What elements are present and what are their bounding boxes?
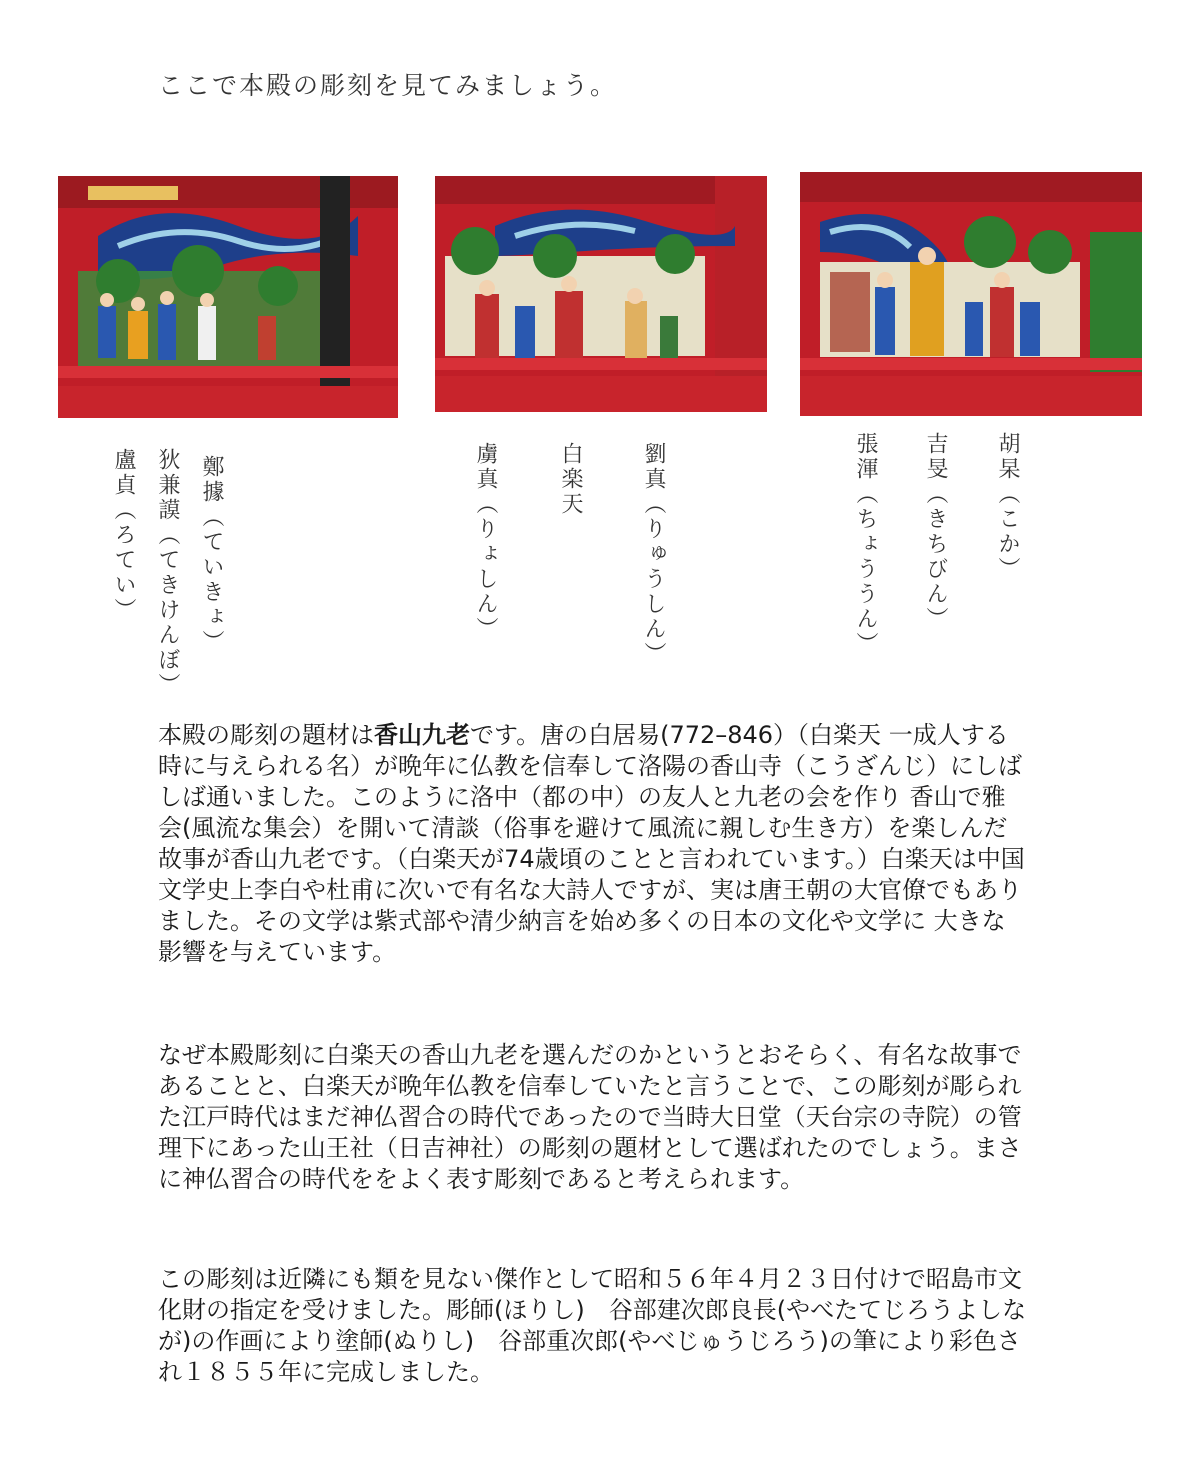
- label-tei-kyo: 鄭據（ていきょ）: [199, 455, 224, 655]
- para1-bold-term: 香山九老: [374, 721, 470, 749]
- intro-text: ここで本殿の彫刻を見てみましょう。: [158, 71, 618, 100]
- carving-photo-2: [435, 176, 767, 412]
- label-ryo-shin: 虜真（りょしん）: [473, 442, 498, 642]
- label-cho-un: 張渾（ちょううん）: [853, 432, 878, 657]
- label-hakurakuten: 白楽天: [558, 442, 583, 517]
- label-ryu-shin: 劉真（りゅうしん）: [641, 442, 666, 667]
- paragraph-reason: なぜ本殿彫刻に白楽天の香山九老を選んだのかというとおそらく、有名な故事であることと、白楽天が晩年仏教を信奉していたと言うことで、この彫刻が彫られた江戸時代はまだ神仏習合の時代であったので当時大日堂（天台宗の寺院）の管理下にあった山王社（日吉神社）の彫刻の題材として選ばれたのでしょう。まさに神仏習合の時代ををよく表す彫刻であると考えられます。: [158, 1041, 1022, 1193]
- label-ko-ka: 胡杲（こか）: [995, 432, 1020, 582]
- para1-before: 本殿の彫刻の題材は: [158, 721, 374, 749]
- label-ro-tei: 盧貞（ろてい）: [111, 448, 136, 623]
- paragraph-theme: [158, 720, 1028, 968]
- label-kichi-bin: 吉旻（きちびん）: [923, 432, 948, 632]
- para1-after: です。唐の白居易(772–846）（白楽天 一成人する時に与えられる名）が晩年に仏教を信奉して洛陽の香山寺（こうざんじ）にしばしば通いました。このように洛中（都の中）の友人と九老の会を作り 香山で雅会(風流な集会）を開いて清談（俗事を避けて風流に親しむ生き方）を楽しんだ故事が香山九老です。（白楽天が74歳頃のことと言われています。）白楽天は中国文学史上李白や杜甫に次いで有名な大詩人ですが、実は唐王朝の大官僚でもありました。その文学は紫式部や清少納言を始め多くの日本の文化や文学に 大きな影響を与えています。: [158, 721, 1025, 966]
- label-teki-kenbo: 狄兼謨（てきけんぼ）: [155, 448, 180, 698]
- carving-photo-1: [58, 176, 398, 418]
- carving-photo-3: [800, 172, 1142, 416]
- paragraph-designation: この彫刻は近隣にも類を見ない傑作として昭和５６年４月２３日付けで昭島市文化財の指定を受けました。彫師(ほりし) 谷部建次郎良長(やべたてじろうよしなが)の作画により塗師(ぬりし) 谷部重次郎(やべじゅうじろう)の筆により彩色され１８５５年に完成しました。: [158, 1265, 1027, 1386]
